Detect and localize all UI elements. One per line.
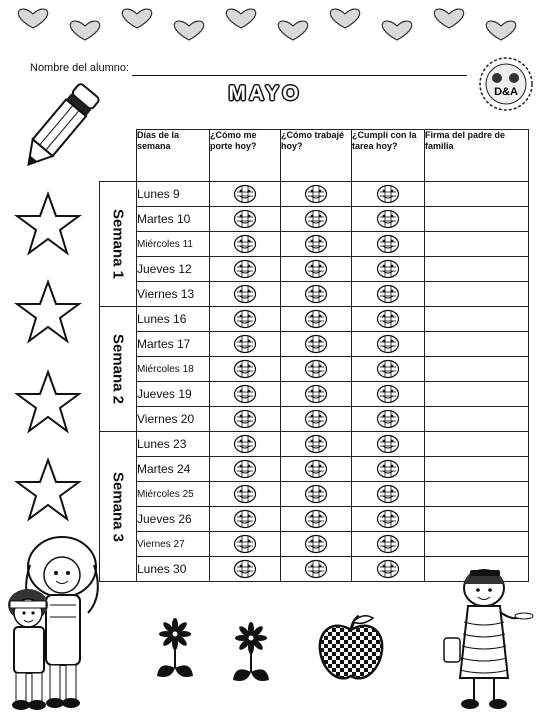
behavior-rating-face[interactable] — [210, 382, 281, 407]
column-header-behavior: ¿Cómo me porte hoy? — [210, 130, 281, 182]
smiley-face-icon — [233, 209, 257, 229]
table-row — [100, 257, 529, 282]
behavior-rating-face[interactable] — [210, 332, 281, 357]
behavior-rating-face[interactable] — [210, 182, 281, 207]
star-icon — [14, 368, 82, 436]
signature-cell[interactable] — [425, 507, 529, 532]
homework-rating-face[interactable] — [352, 282, 425, 307]
signature-cell[interactable] — [425, 332, 529, 357]
smiley-face-icon — [233, 334, 257, 354]
week-label-cell — [100, 307, 137, 432]
star-icon — [14, 278, 82, 346]
smiley-face-icon — [304, 284, 328, 304]
week-label: Semana 1 — [109, 208, 127, 280]
heart-icon — [434, 9, 463, 28]
behavior-rating-face[interactable] — [210, 557, 281, 582]
flower-icon — [226, 622, 276, 686]
table-corner — [100, 130, 137, 182]
table-row — [100, 507, 529, 532]
smiley-face-icon — [304, 259, 328, 279]
smiley-face-icon — [376, 534, 400, 554]
work-rating-face[interactable] — [281, 182, 352, 207]
work-rating-face[interactable] — [281, 407, 352, 432]
behavior-rating-face[interactable] — [210, 507, 281, 532]
behavior-rating-face[interactable] — [210, 407, 281, 432]
homework-rating-face[interactable] — [352, 432, 425, 457]
work-rating-face[interactable] — [281, 457, 352, 482]
homework-rating-face[interactable] — [352, 357, 425, 382]
day-label: Miércoles 25 — [137, 482, 210, 507]
day-label: Viernes 20 — [137, 407, 210, 432]
work-rating-face[interactable] — [281, 257, 352, 282]
smiley-face-icon — [376, 459, 400, 479]
smiley-face-icon — [233, 359, 257, 379]
homework-rating-face[interactable] — [352, 457, 425, 482]
apple-icon — [316, 612, 386, 686]
smiley-face-icon — [233, 384, 257, 404]
homework-rating-face[interactable] — [352, 382, 425, 407]
behavior-rating-face[interactable] — [210, 532, 281, 557]
star-icon — [14, 190, 82, 258]
homework-rating-face[interactable] — [352, 407, 425, 432]
signature-cell[interactable] — [425, 207, 529, 232]
day-label: Lunes 30 — [137, 557, 210, 582]
month-title: MAYO — [228, 82, 302, 105]
table-row — [100, 407, 529, 432]
work-rating-face[interactable] — [281, 382, 352, 407]
behavior-rating-face[interactable] — [210, 357, 281, 382]
smiley-face-icon — [233, 459, 257, 479]
smiley-face-icon — [376, 209, 400, 229]
signature-cell[interactable] — [425, 432, 529, 457]
smiley-face-icon — [304, 409, 328, 429]
table-row — [100, 182, 529, 207]
work-rating-face[interactable] — [281, 207, 352, 232]
signature-cell[interactable] — [425, 232, 529, 257]
day-label: Lunes 23 — [137, 432, 210, 457]
smiley-face-icon — [233, 234, 257, 254]
smiley-face-icon — [304, 434, 328, 454]
logo-icon — [478, 56, 534, 112]
work-rating-face[interactable] — [281, 282, 352, 307]
smiley-face-icon — [376, 409, 400, 429]
signature-cell[interactable] — [425, 382, 529, 407]
behavior-rating-face[interactable] — [210, 282, 281, 307]
column-header-homework: ¿Cumplí con la tarea hoy? — [352, 130, 425, 182]
table-row — [100, 232, 529, 257]
signature-cell[interactable] — [425, 257, 529, 282]
smiley-face-icon — [233, 434, 257, 454]
smiley-face-icon — [233, 259, 257, 279]
smiley-face-icon — [304, 334, 328, 354]
day-label: Martes 10 — [137, 207, 210, 232]
signature-cell[interactable] — [425, 482, 529, 507]
table-row — [100, 482, 529, 507]
day-label: Jueves 12 — [137, 257, 210, 282]
behavior-rating-face[interactable] — [210, 432, 281, 457]
heart-icon — [278, 21, 307, 40]
smiley-face-icon — [304, 509, 328, 529]
week-label: Semana 2 — [109, 333, 127, 405]
homework-rating-face[interactable] — [352, 532, 425, 557]
work-rating-face[interactable] — [281, 482, 352, 507]
signature-cell[interactable] — [425, 282, 529, 307]
signature-cell[interactable] — [425, 457, 529, 482]
smiley-face-icon — [376, 509, 400, 529]
column-header-work: ¿Cómo trabajé hoy? — [281, 130, 352, 182]
smiley-face-icon — [304, 459, 328, 479]
smiley-face-icon — [304, 209, 328, 229]
smiley-face-icon — [376, 284, 400, 304]
behavior-rating-face[interactable] — [210, 207, 281, 232]
behavior-rating-face[interactable] — [210, 457, 281, 482]
smiley-face-icon — [304, 184, 328, 204]
smiley-face-icon — [376, 559, 400, 579]
heart-icon — [174, 21, 203, 40]
work-rating-face[interactable] — [281, 532, 352, 557]
heart-icon — [486, 21, 515, 40]
table-row — [100, 532, 529, 557]
smiley-face-icon — [376, 259, 400, 279]
day-label: Miércoles 18 — [137, 357, 210, 382]
behavior-rating-face[interactable] — [210, 482, 281, 507]
table-row — [100, 307, 529, 332]
week-label-cell — [100, 182, 137, 307]
work-rating-face[interactable] — [281, 557, 352, 582]
column-header-days: Días de la semana — [137, 130, 210, 182]
work-rating-face[interactable] — [281, 307, 352, 332]
homework-rating-face[interactable] — [352, 182, 425, 207]
table-row — [100, 432, 529, 457]
heart-border — [0, 4, 540, 44]
table-row — [100, 282, 529, 307]
heart-icon — [122, 9, 151, 28]
day-label: Jueves 26 — [137, 507, 210, 532]
heart-icon — [382, 21, 411, 40]
homework-rating-face[interactable] — [352, 507, 425, 532]
smiley-face-icon — [376, 384, 400, 404]
column-header-signature: Firma del padre de familia — [425, 130, 529, 182]
signature-cell[interactable] — [425, 307, 529, 332]
day-label: Lunes 16 — [137, 307, 210, 332]
smiley-face-icon — [304, 234, 328, 254]
smiley-face-icon — [233, 409, 257, 429]
table-row — [100, 457, 529, 482]
signature-cell[interactable] — [425, 182, 529, 207]
smiley-face-icon — [376, 309, 400, 329]
signature-cell[interactable] — [425, 407, 529, 432]
smiley-face-icon — [233, 309, 257, 329]
homework-rating-face[interactable] — [352, 557, 425, 582]
smiley-face-icon — [233, 284, 257, 304]
star-icon — [14, 456, 82, 524]
heart-icon — [70, 21, 99, 40]
smiley-face-icon — [376, 334, 400, 354]
behavior-rating-face[interactable] — [210, 257, 281, 282]
smiley-face-icon — [233, 184, 257, 204]
homework-rating-face[interactable] — [352, 332, 425, 357]
day-label: Martes 24 — [137, 457, 210, 482]
heart-icon — [330, 9, 359, 28]
children-icon — [2, 535, 106, 715]
day-label: Jueves 19 — [137, 382, 210, 407]
smiley-face-icon — [304, 484, 328, 504]
table-row — [100, 332, 529, 357]
flower-icon — [150, 618, 200, 682]
heart-icon — [18, 9, 47, 28]
smiley-face-icon — [304, 384, 328, 404]
student-name-label: Nombre del alumno: — [30, 62, 130, 74]
homework-rating-face[interactable] — [352, 257, 425, 282]
table-row — [100, 382, 529, 407]
work-rating-face[interactable] — [281, 232, 352, 257]
behavior-table — [99, 129, 529, 582]
smiley-face-icon — [233, 509, 257, 529]
behavior-rating-face[interactable] — [210, 307, 281, 332]
work-rating-face[interactable] — [281, 432, 352, 457]
homework-rating-face[interactable] — [352, 232, 425, 257]
work-rating-face[interactable] — [281, 357, 352, 382]
smiley-face-icon — [304, 359, 328, 379]
student-name-line[interactable] — [132, 75, 467, 76]
work-rating-face[interactable] — [281, 332, 352, 357]
homework-rating-face[interactable] — [352, 307, 425, 332]
table-row — [100, 207, 529, 232]
homework-rating-face[interactable] — [352, 482, 425, 507]
smiley-face-icon — [376, 234, 400, 254]
day-label: Viernes 13 — [137, 282, 210, 307]
smiley-face-icon — [376, 484, 400, 504]
day-label: Martes 17 — [137, 332, 210, 357]
smiley-face-icon — [233, 559, 257, 579]
signature-cell[interactable] — [425, 532, 529, 557]
day-label: Lunes 9 — [137, 182, 210, 207]
smiley-face-icon — [376, 434, 400, 454]
smiley-face-icon — [376, 184, 400, 204]
behavior-rating-face[interactable] — [210, 232, 281, 257]
smiley-face-icon — [304, 559, 328, 579]
svg-text:D&A: D&A — [494, 86, 518, 98]
table-header-row — [100, 130, 529, 182]
homework-rating-face[interactable] — [352, 207, 425, 232]
table-row — [100, 357, 529, 382]
smiley-face-icon — [304, 534, 328, 554]
signature-cell[interactable] — [425, 357, 529, 382]
work-rating-face[interactable] — [281, 507, 352, 532]
week-label: Semana 3 — [109, 471, 127, 542]
smiley-face-icon — [233, 534, 257, 554]
smiley-face-icon — [233, 484, 257, 504]
day-label: Viernes 27 — [137, 532, 210, 557]
heart-icon — [226, 9, 255, 28]
girl-icon — [438, 566, 534, 712]
day-label: Miércoles 11 — [137, 232, 210, 257]
pencil-icon — [10, 80, 110, 175]
smiley-face-icon — [376, 359, 400, 379]
smiley-face-icon — [304, 309, 328, 329]
